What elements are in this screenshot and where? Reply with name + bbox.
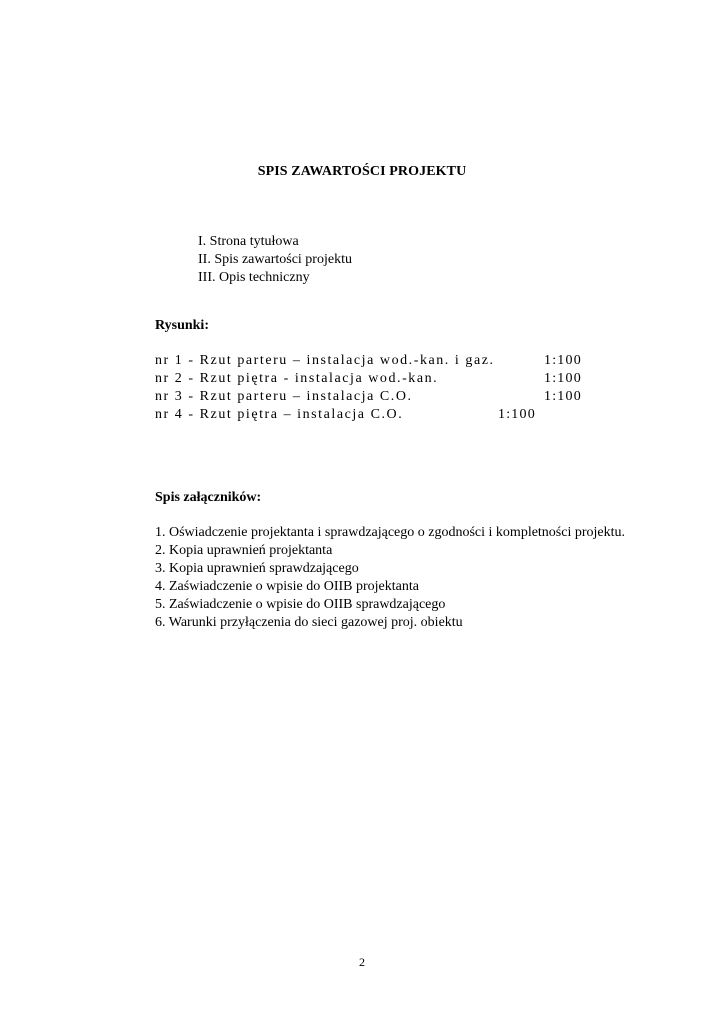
drawing-scale: 1:100 <box>544 371 582 386</box>
toc-item: II. Spis zawartości projektu <box>198 252 352 267</box>
drawing-title: nr 1 - Rzut parteru – instalacja wod.-kan. i gaz. <box>155 353 495 368</box>
drawing-title: nr 3 - Rzut parteru – instalacja C.O. <box>155 389 413 404</box>
drawing-row <box>155 370 595 388</box>
drawing-row <box>155 388 595 406</box>
attachment-item: 2. Kopia uprawnień projektanta <box>155 543 333 558</box>
drawing-scale: 1:100 <box>544 353 582 368</box>
drawings-list <box>155 352 595 424</box>
drawing-scale: 1:100 <box>498 407 536 422</box>
page-number: 2 <box>359 955 365 969</box>
attachment-item: 3. Kopia uprawnień sprawdzającego <box>155 561 359 576</box>
drawing-row <box>155 352 595 370</box>
toc-item: I. Strona tytułowa <box>198 234 299 249</box>
attachment-item: 4. Zaświadczenie o wpisie do OIIB projektanta <box>155 579 419 594</box>
attachments-heading: Spis załączników: <box>155 490 262 505</box>
attachment-item: 5. Zaświadczenie o wpisie do OIIB sprawdzającego <box>155 597 446 612</box>
drawings-heading: Rysunki: <box>155 318 209 333</box>
attachments-list <box>155 524 625 632</box>
drawing-title: nr 4 - Rzut piętra – instalacja C.O. <box>155 407 404 422</box>
table-of-contents <box>198 233 352 287</box>
drawing-scale: 1:100 <box>544 389 582 404</box>
attachment-item: 1. Oświadczenie projektanta i sprawdzającego o zgodności i kompletności projektu. <box>155 525 626 540</box>
drawing-row <box>155 406 595 424</box>
document-title: SPIS ZAWARTOŚCI PROJEKTU <box>257 164 467 179</box>
drawing-title: nr 2 - Rzut piętra - instalacja wod.-kan. <box>155 371 439 386</box>
attachment-item: 6. Warunki przyłączenia do sieci gazowej proj. obiektu <box>155 615 463 630</box>
toc-item: III. Opis techniczny <box>198 270 310 285</box>
